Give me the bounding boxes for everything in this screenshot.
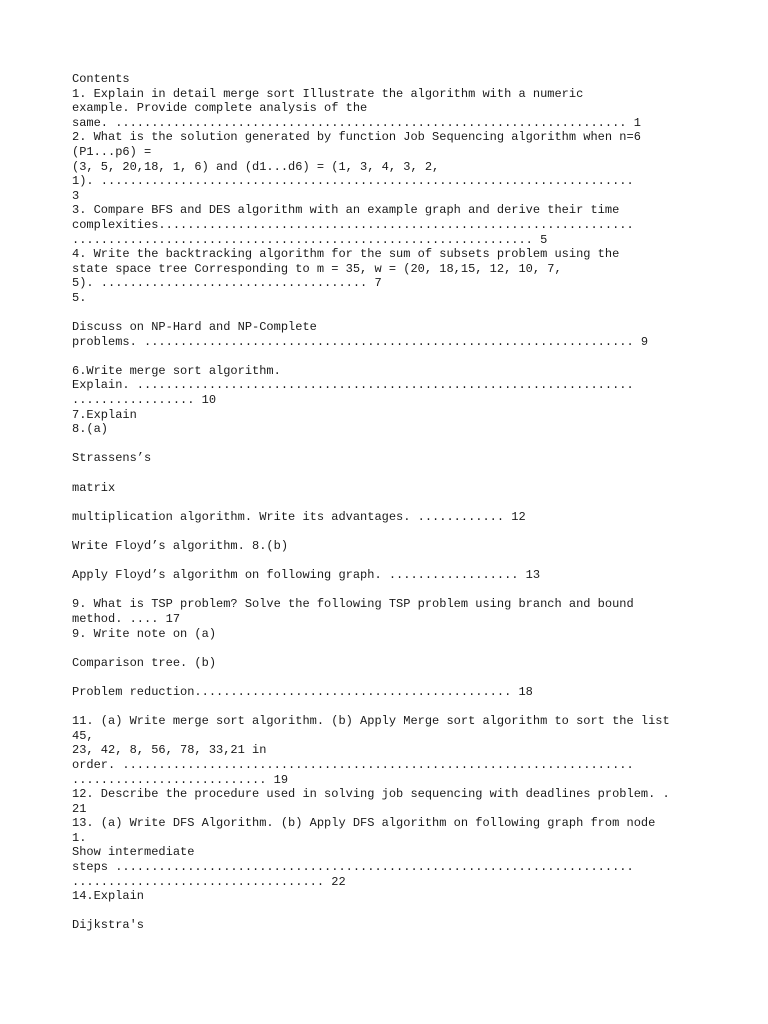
toc-line: 3. Compare BFS and DES algorithm with an example graph and derive their time xyxy=(72,203,620,218)
blank-line xyxy=(72,495,712,510)
toc-line: 1). .......................................................................... xyxy=(72,174,634,189)
toc-line: state space tree Corresponding to m = 35, w = (20, 18,15, 12, 10, 7, xyxy=(72,261,562,276)
toc-line: 4. Write the backtracking algorithm for the sum of subsets problem using the xyxy=(72,247,620,262)
blank-line xyxy=(72,700,712,715)
toc-line: steps ........................................................................ xyxy=(72,860,634,875)
blank-line xyxy=(72,466,712,481)
toc-line: 9. What is TSP problem? Solve the following TSP problem using branch and bound xyxy=(72,597,634,612)
blank-line xyxy=(72,306,712,321)
toc-line: complexities.................................................................. xyxy=(72,217,634,232)
toc-line: 13. (a) Write DFS Algorithm. (b) Apply DFS algorithm on following graph from node xyxy=(72,816,656,831)
toc-line: order. ....................................................................... xyxy=(72,757,634,772)
toc-line: 12. Describe the procedure used in solving job sequencing with deadlines problem. . xyxy=(72,787,670,802)
toc-line: ........................... 19 xyxy=(72,772,289,787)
toc-line: 1. Explain in detail merge sort Illustrate the algorithm with a numeric xyxy=(72,86,584,101)
toc-line: Show intermediate xyxy=(72,845,195,860)
blank-line xyxy=(72,641,712,656)
toc-line: 5). ..................................... 7 xyxy=(72,276,382,291)
toc-line: ................. 10 xyxy=(72,393,217,408)
table-of-contents xyxy=(72,72,712,933)
blank-line xyxy=(72,583,712,598)
toc-line: ................................................................ 5 xyxy=(72,232,548,247)
toc-line: 45, xyxy=(72,728,94,743)
toc-line: multiplication algorithm. Write its advantages. ............ 12 xyxy=(72,509,526,524)
toc-line: 14.Explain xyxy=(72,889,145,904)
toc-line: ................................... 22 xyxy=(72,874,346,889)
toc-line: Discuss on NP-Hard and NP-Complete xyxy=(72,320,317,335)
toc-line: matrix xyxy=(72,480,116,495)
blank-line xyxy=(72,554,712,569)
toc-line: Problem reduction............................................ 18 xyxy=(72,684,533,699)
toc-line: 6.Write merge sort algorithm. xyxy=(72,363,281,378)
toc-line: problems. .................................................................... 9 xyxy=(72,334,649,349)
toc-line: 8.(a) xyxy=(72,422,109,437)
toc-line: same. ....................................................................... 1 xyxy=(72,115,641,130)
blank-line xyxy=(72,904,712,919)
toc-line: 1. xyxy=(72,830,87,845)
toc-line: method. .... 17 xyxy=(72,611,181,626)
toc-line: 7.Explain xyxy=(72,407,137,422)
toc-line: Dijkstra's xyxy=(72,918,145,933)
blank-line xyxy=(72,524,712,539)
toc-line: 5. xyxy=(72,290,87,305)
toc-line: 21 xyxy=(72,801,87,816)
toc-line: example. Provide complete analysis of the xyxy=(72,101,368,116)
toc-line: 11. (a) Write merge sort algorithm. (b) Apply Merge sort algorithm to sort the list xyxy=(72,714,670,729)
toc-line: Strassens’s xyxy=(72,451,152,466)
toc-line: (3, 5, 20,18, 1, 6) and (d1...d6) = (1, 3, 4, 3, 2, xyxy=(72,159,440,174)
toc-line: Apply Floyd’s algorithm on following graph. .................. 13 xyxy=(72,568,541,583)
toc-line: 2. What is the solution generated by function Job Sequencing algorithm when n=6 xyxy=(72,130,641,145)
toc-line: Write Floyd’s algorithm. 8.(b) xyxy=(72,539,289,553)
toc-line: Explain. ..................................................................... xyxy=(72,378,634,393)
toc-line: Comparison tree. (b) xyxy=(72,655,217,670)
toc-line: 23, 42, 8, 56, 78, 33,21 in xyxy=(72,743,267,758)
blank-line xyxy=(72,437,712,452)
blank-line xyxy=(72,670,712,685)
toc-line: 9. Write note on (a) xyxy=(72,626,217,641)
toc-line: (P1...p6) = xyxy=(72,144,152,159)
contents-heading: Contents xyxy=(72,72,130,86)
blank-line xyxy=(72,349,712,364)
toc-line: 3 xyxy=(72,188,80,203)
